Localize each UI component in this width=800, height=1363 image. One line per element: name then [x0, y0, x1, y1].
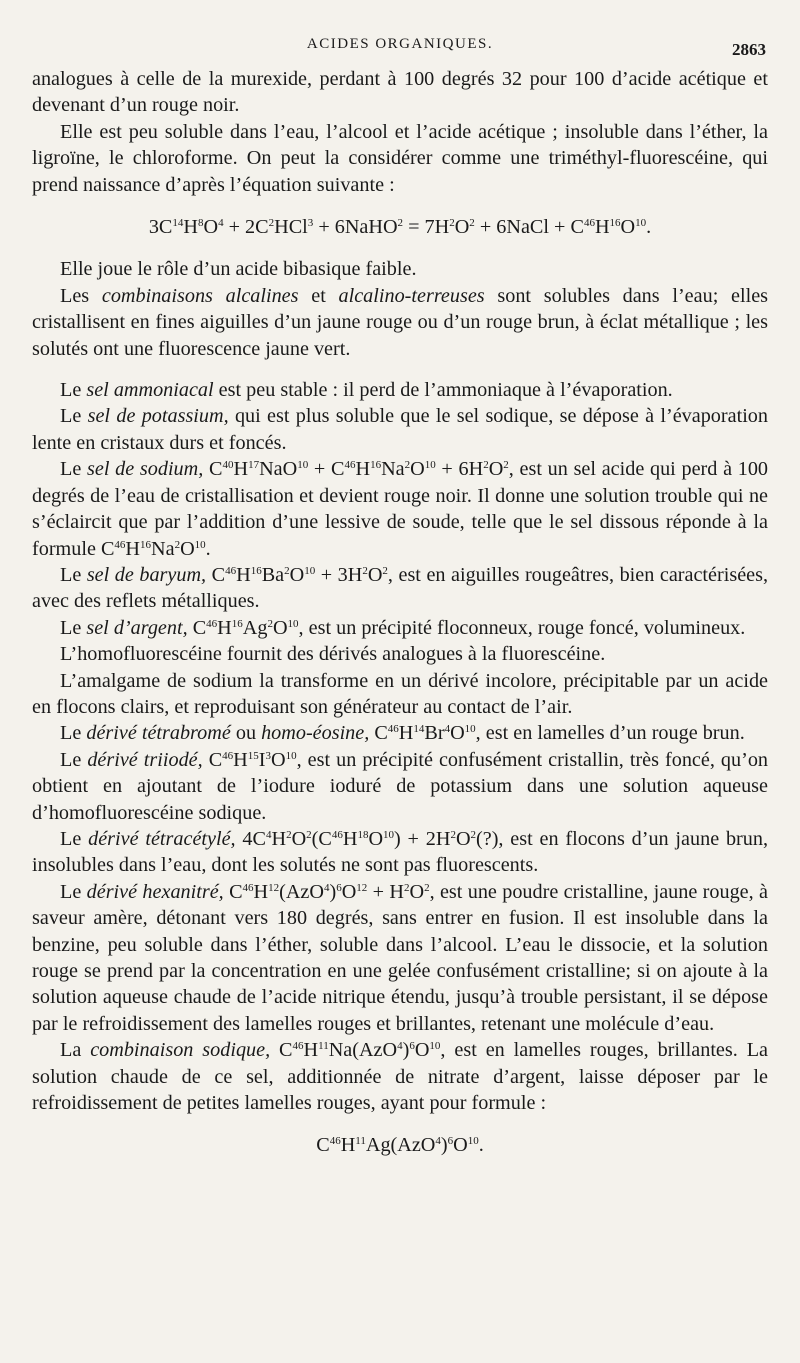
text-run: , est un précipité confusément cristallin, très foncé, qu’on obtient en ajoutant de l’iodure ioduré de potassium dans une solution aqueuse d’homofluorescéine sodique.: [32, 748, 769, 824]
subscript-index: 16: [231, 617, 243, 630]
text-run: + H: [367, 880, 404, 903]
subscript-index: 11: [355, 1135, 366, 1148]
subscript-index: 12: [356, 881, 368, 894]
subscript-index: 2: [267, 617, 273, 630]
text-run: Ba: [261, 563, 285, 586]
text-run: La: [60, 1039, 91, 1062]
text-run: O: [272, 616, 288, 639]
paragraph: [32, 879, 768, 1037]
subscript-index: 3: [307, 217, 314, 230]
text-run: O: [367, 563, 383, 586]
italic-term: combinaison sodique,: [90, 1039, 271, 1062]
paragraph: [32, 256, 768, 282]
subscript-index: 2: [174, 538, 181, 551]
subscript-index: 6: [409, 1040, 415, 1053]
text-run: ) + 2H: [394, 827, 451, 850]
subscript-index: 2: [362, 564, 368, 577]
text-run: C: [187, 616, 207, 639]
paragraph: [32, 615, 768, 641]
page-body: [32, 66, 768, 1159]
text-run: O: [341, 880, 357, 903]
text-run: (C: [311, 827, 332, 850]
subscript-index: 46: [206, 617, 218, 630]
subscript-index: 11: [318, 1040, 329, 1053]
text-run: , est en lamelles rouges, brillantes. La solution chaude de ce sel, additionnée de nitrate d’argent, laisse déposer par le refroidissement de petites lamelles rouges, ayant pour formule :: [32, 1039, 768, 1115]
text-run: Le: [60, 405, 88, 428]
text-run: O: [203, 216, 219, 239]
subscript-index: 46: [329, 1135, 341, 1148]
text-run: Le: [60, 379, 87, 402]
subscript-index: 10: [297, 459, 309, 472]
running-title: ACIDES ORGANIQUES.: [306, 36, 494, 52]
subscript-index: 10: [429, 1040, 441, 1053]
subscript-index: 3: [265, 749, 271, 762]
formula-line: [32, 1132, 768, 1158]
text-run: + 6NaHO: [313, 216, 398, 239]
text-run: ou: [230, 722, 262, 745]
text-run: O: [450, 722, 465, 745]
subscript-index: 46: [222, 749, 234, 762]
italic-term: sel de potassium,: [87, 405, 229, 428]
subscript-index: 10: [285, 749, 297, 762]
formula-line: [32, 214, 768, 240]
text-run: , est une poudre cristalline, jaune rouge, à saveur amère, détonant vers 180 degrés, sans entrer en fusion. Il est insoluble dans la benzine, peu soluble dans l’éther, soluble dans l’alcool. L’eau le dissocie, et la solution rouge se prend par la concentration en une gelée confusément cristalline; si on ajoute à la solution aqueuse chaude de l’acide nitrique étendu, jusqu’à trouble persistant, il se dépose par le refroidissement des lamelles rouges et brillantes, retenant une molécule d’eau.: [32, 880, 768, 1035]
subscript-index: 16: [609, 217, 621, 230]
subscript-index: 46: [331, 828, 343, 841]
subscript-index: 16: [250, 564, 262, 577]
italic-term: combinaisons alcalines: [101, 284, 299, 307]
text-run: + C: [308, 458, 345, 481]
italic-term: sel de baryum,: [86, 563, 207, 586]
italic-term: sel d’argent,: [86, 616, 188, 639]
subscript-index: 10: [467, 1135, 479, 1148]
subscript-index: 2: [470, 828, 477, 841]
paragraph: [32, 403, 768, 456]
subscript-index: 2: [449, 217, 455, 230]
text-run: C: [203, 458, 223, 481]
italic-term: homo-éosine,: [261, 722, 370, 745]
subscript-index: 10: [635, 217, 647, 230]
page-header: [32, 30, 768, 66]
text-run: H: [594, 216, 610, 239]
text-run: (?), est en flocons d’un jaune brun, insolubles dans l’eau, dont les solutés ne sont pas fluorescents.: [32, 827, 769, 877]
text-run: Ag(AzO: [365, 1134, 436, 1157]
subscript-index: 4: [397, 1040, 403, 1053]
subscript-index: 2: [469, 217, 475, 230]
text-run: C: [270, 1039, 293, 1062]
text-run: Le: [60, 827, 89, 850]
text-run: C: [202, 748, 223, 771]
subscript-index: 10: [287, 617, 299, 630]
text-run: O: [368, 827, 384, 850]
text-run: et: [298, 284, 339, 307]
subscript-index: 16: [370, 459, 382, 472]
text-run: O: [454, 216, 470, 239]
text-run: est peu stable : il perd de l’ammoniaque à l’évaporation.: [213, 379, 673, 402]
text-run: Na: [151, 537, 175, 560]
paragraph: [32, 119, 768, 198]
subscript-index: 2: [306, 828, 312, 841]
paragraph: [32, 66, 768, 119]
text-run: Elle est peu soluble dans l’eau, l’alcool et l’acide acétique ; insoluble dans l’éther, la ligroïne, le chloroforme. On peut la considérer comme une triméthyl-fluorescéine, qui prend naissance d’après l’équation suivante :: [32, 120, 768, 196]
italic-term: dérivé triiodé,: [87, 748, 203, 771]
text-run: I: [258, 748, 266, 771]
text-run: Elle joue le rôle d’un acide bibasique faible.: [60, 258, 417, 281]
text-run: L’amalgame de sodium la transforme en un dérivé incolore, précipitable par un acide en flocons clairs, et reproduisant son générateur au contact de l’air.: [32, 669, 768, 718]
subscript-index: 2: [404, 459, 411, 472]
text-run: O: [289, 563, 305, 586]
subscript-index: 18: [357, 828, 369, 841]
paragraph: [32, 1037, 768, 1116]
subscript-index: 46: [344, 459, 356, 472]
subscript-index: 6: [336, 881, 342, 894]
paragraph: [32, 826, 768, 879]
text-run: , est en lamelles d’un rouge brun.: [475, 722, 745, 745]
subscript-index: 16: [140, 538, 152, 551]
text-run: 4C: [235, 827, 266, 850]
italic-term: dérivé tétrabromé: [86, 722, 231, 745]
paragraph: [32, 720, 768, 746]
text-run: H: [217, 616, 232, 639]
subscript-index: 4: [444, 723, 451, 736]
text-run: O: [409, 880, 425, 903]
text-run: O: [410, 458, 425, 481]
subscript-index: 15: [247, 749, 259, 762]
text-run: H: [398, 722, 414, 745]
text-run: .: [478, 1134, 484, 1157]
subscript-index: 40: [222, 459, 234, 472]
paragraph: [32, 747, 768, 826]
subscript-index: 6: [447, 1135, 454, 1148]
text-run: .: [205, 537, 211, 560]
subscript-index: 2: [503, 459, 509, 472]
italic-term: dérivé tétracétylé,: [88, 827, 236, 850]
subscript-index: 2: [286, 828, 292, 841]
subscript-index: 2: [483, 459, 489, 472]
text-run: Na: [381, 458, 405, 481]
text-run: C: [206, 563, 226, 586]
text-run: , est un sel acide qui perd à 100 degrés de l’eau de cristallisation et devient rouge noir. Il donne une solution trouble qui ne s’éclaircit que par l’addition d’une lessive de soude, telle que le sel dissous réponde à la formule C: [32, 458, 769, 560]
subscript-index: 10: [383, 828, 395, 841]
text-run: + 3H: [315, 563, 363, 586]
subscript-index: 2: [424, 881, 430, 894]
text-run: + 6NaCl + C: [474, 216, 584, 239]
subscript-index: 46: [242, 881, 254, 894]
subscript-index: 10: [464, 723, 476, 736]
paragraph: [32, 456, 768, 562]
subscript-index: 2: [382, 564, 388, 577]
text-run: C: [316, 1134, 330, 1157]
subscript-index: 2: [284, 564, 290, 577]
italic-term: sel ammoniacal: [86, 379, 214, 402]
text-run: + 2C: [223, 216, 269, 239]
subscript-index: 2: [450, 828, 456, 841]
paragraph: [32, 641, 768, 667]
subscript-index: 46: [225, 564, 237, 577]
text-run: Ag: [242, 616, 268, 639]
text-run: Le: [60, 616, 87, 639]
text-run: Les: [60, 284, 102, 307]
subscript-index: 46: [583, 217, 595, 230]
subscript-index: 8: [197, 217, 204, 230]
subscript-index: 10: [194, 538, 206, 551]
text-run: C: [369, 722, 388, 745]
paragraph: [32, 668, 768, 721]
text-run: H: [125, 537, 141, 560]
text-run: H: [183, 216, 198, 239]
subscript-index: 14: [413, 723, 425, 736]
subscript-index: 4: [435, 1135, 441, 1148]
text-run: HCl: [274, 216, 308, 239]
paragraph: [32, 283, 768, 362]
subscript-index: 2: [268, 217, 275, 230]
text-run: O: [180, 537, 195, 560]
text-run: H: [253, 880, 269, 903]
text-run: Le: [60, 722, 87, 745]
text-run: Le: [60, 880, 87, 903]
subscript-index: 12: [268, 881, 280, 894]
text-run: H: [355, 458, 371, 481]
text-run: H: [342, 827, 358, 850]
text-run: .: [646, 216, 652, 239]
text-run: (AzO: [279, 880, 324, 903]
text-run: O: [620, 216, 636, 239]
subscript-index: 14: [172, 217, 184, 230]
subscript-index: 10: [424, 459, 436, 472]
subscript-index: 2: [403, 881, 410, 894]
text-run: Br: [424, 722, 445, 745]
text-run: sont solubles dans l’eau; elles cristallisent en fines aiguilles d’un jaune rouge ou d’un rouge brun, à éclat métallique ; les solutés ont une fluorescence jaune vert.: [32, 284, 769, 360]
text-run: O: [453, 1134, 468, 1157]
text-run: H: [303, 1039, 319, 1062]
text-run: O: [455, 827, 471, 850]
text-run: qui est plus soluble que le sel sodique, se dépose à l’évaporation lente en cristaux durs et foncés.: [32, 405, 768, 454]
text-run: , est un précipité floconneux, rouge foncé, volumineux.: [298, 616, 746, 639]
subscript-index: 10: [304, 564, 316, 577]
text-run: ): [402, 1039, 410, 1062]
text-run: H: [271, 827, 287, 850]
text-run: Na(AzO: [328, 1039, 398, 1062]
text-run: analogues à celle de la murexide, perdant à 100 degrés 32 pour 100 d’acide acétique et devenant d’un rouge noir.: [32, 68, 768, 117]
text-run: L’homofluorescéine fournit des dérivés analogues à la fluorescéine.: [60, 643, 606, 666]
subscript-index: 17: [248, 459, 260, 472]
subscript-index: 4: [218, 217, 224, 230]
text-run: H: [233, 748, 248, 771]
text-run: ): [440, 1134, 448, 1157]
text-run: , est en aiguilles rougeâtres, bien caractérisées, avec des reflets métalliques.: [32, 563, 769, 613]
text-run: NaO: [259, 458, 298, 481]
text-run: O: [291, 827, 307, 850]
paragraph: [32, 377, 768, 403]
text-run: 3C: [148, 216, 173, 239]
text-run: ): [329, 880, 337, 903]
text-run: H: [233, 458, 249, 481]
text-run: H: [236, 563, 251, 586]
text-run: Le: [60, 458, 87, 481]
subscript-index: 46: [387, 723, 399, 736]
subscript-index: 46: [114, 538, 126, 551]
text-run: O: [271, 748, 286, 771]
subscript-index: 2: [397, 217, 404, 230]
subscript-index: 4: [323, 881, 330, 894]
text-run: H: [340, 1134, 356, 1157]
text-run: = 7H: [403, 216, 450, 239]
text-run: + 6H: [435, 458, 484, 481]
italic-term: dérivé hexanitré,: [86, 880, 224, 903]
italic-term: sel de sodium,: [87, 458, 204, 481]
text-run: C: [223, 880, 243, 903]
subscript-index: 4: [265, 828, 272, 841]
text-run: Le: [60, 748, 88, 771]
page-number: 2863: [732, 40, 766, 59]
text-run: Le: [60, 563, 87, 586]
subscript-index: 46: [292, 1040, 304, 1053]
italic-term: alcalino-terreuses: [338, 284, 485, 307]
paragraph: [32, 562, 768, 615]
text-run: O: [488, 458, 504, 481]
text-run: O: [414, 1039, 430, 1062]
